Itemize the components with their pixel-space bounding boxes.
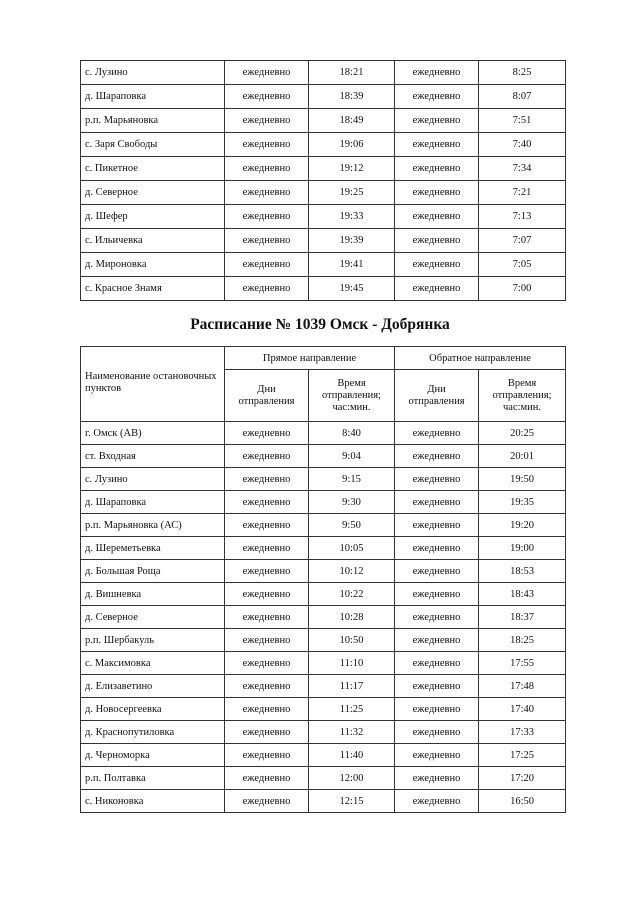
days-backward-cell: ежедневно bbox=[395, 491, 479, 514]
days-forward-cell: ежедневно bbox=[225, 205, 309, 229]
table-row bbox=[81, 514, 566, 537]
days-backward-cell: ежедневно bbox=[395, 205, 479, 229]
table-row bbox=[81, 422, 566, 445]
days-forward-cell: ежедневно bbox=[225, 157, 309, 181]
days-forward-cell: ежедневно bbox=[225, 445, 309, 468]
days-backward-cell: ежедневно bbox=[395, 767, 479, 790]
days-forward-cell: ежедневно bbox=[225, 790, 309, 813]
time-backward-cell: 7:05 bbox=[479, 253, 566, 277]
time-forward-cell: 19:25 bbox=[309, 181, 395, 205]
time-backward-cell: 19:50 bbox=[479, 468, 566, 491]
days-forward-cell: ежедневно bbox=[225, 181, 309, 205]
stop-name-cell: д. Шараповка bbox=[81, 491, 225, 514]
time-forward-cell: 11:32 bbox=[309, 721, 395, 744]
time-forward-cell: 18:21 bbox=[309, 61, 395, 85]
table-row bbox=[81, 606, 566, 629]
time-backward-cell: 18:25 bbox=[479, 629, 566, 652]
table-row bbox=[81, 675, 566, 698]
table-row bbox=[81, 277, 566, 301]
stop-name-cell: д. Северное bbox=[81, 181, 225, 205]
days-backward-cell: ежедневно bbox=[395, 514, 479, 537]
days-forward-cell: ежедневно bbox=[225, 629, 309, 652]
days-forward-cell: ежедневно bbox=[225, 491, 309, 514]
days-forward-cell: ежедневно bbox=[225, 61, 309, 85]
time-forward-cell: 10:50 bbox=[309, 629, 395, 652]
time-forward-cell: 9:15 bbox=[309, 468, 395, 491]
table-row bbox=[81, 491, 566, 514]
time-backward-cell: 17:33 bbox=[479, 721, 566, 744]
stop-name-cell: д. Елизаветино bbox=[81, 675, 225, 698]
top-schedule-table bbox=[80, 60, 566, 301]
stop-name-cell: с. Лузино bbox=[81, 61, 225, 85]
table-row bbox=[81, 767, 566, 790]
days-forward-cell: ежедневно bbox=[225, 744, 309, 767]
time-backward-cell: 18:37 bbox=[479, 606, 566, 629]
days-forward-cell: ежедневно bbox=[225, 422, 309, 445]
time-backward-cell: 7:21 bbox=[479, 181, 566, 205]
table-row bbox=[81, 698, 566, 721]
stop-name-cell: д. Краснопутиловка bbox=[81, 721, 225, 744]
stop-name-cell: р.п. Марьяновка bbox=[81, 109, 225, 133]
time-forward-cell: 19:33 bbox=[309, 205, 395, 229]
stop-name-cell: с. Красное Знамя bbox=[81, 277, 225, 301]
time-forward-cell: 11:17 bbox=[309, 675, 395, 698]
days-backward-cell: ежедневно bbox=[395, 468, 479, 491]
stop-name-cell: ст. Входная bbox=[81, 445, 225, 468]
stop-name-cell: д. Шереметьевка bbox=[81, 537, 225, 560]
table-row bbox=[81, 229, 566, 253]
days-forward-cell: ежедневно bbox=[225, 133, 309, 157]
stop-name-cell: р.п. Шербакуль bbox=[81, 629, 225, 652]
time-backward-cell: 18:53 bbox=[479, 560, 566, 583]
days-backward-cell: ежедневно bbox=[395, 253, 479, 277]
days-backward-header: Дни отправления bbox=[395, 370, 479, 422]
table-row bbox=[81, 721, 566, 744]
days-backward-cell: ежедневно bbox=[395, 445, 479, 468]
time-forward-cell: 19:45 bbox=[309, 277, 395, 301]
stop-name-cell: с. Ильичевка bbox=[81, 229, 225, 253]
days-backward-cell: ежедневно bbox=[395, 85, 479, 109]
time-forward-cell: 10:22 bbox=[309, 583, 395, 606]
stop-name-cell: р.п. Марьяновка (АС) bbox=[81, 514, 225, 537]
table-row bbox=[81, 629, 566, 652]
time-backward-cell: 8:25 bbox=[479, 61, 566, 85]
days-backward-cell: ежедневно bbox=[395, 61, 479, 85]
time-backward-cell: 7:51 bbox=[479, 109, 566, 133]
days-backward-cell: ежедневно bbox=[395, 721, 479, 744]
stop-name-cell: с. Лузино bbox=[81, 468, 225, 491]
time-backward-cell: 17:40 bbox=[479, 698, 566, 721]
table-row bbox=[81, 109, 566, 133]
time-backward-cell: 19:20 bbox=[479, 514, 566, 537]
table-row bbox=[81, 537, 566, 560]
days-forward-cell: ежедневно bbox=[225, 229, 309, 253]
stop-name-cell: г. Омск (АВ) bbox=[81, 422, 225, 445]
table-row bbox=[81, 790, 566, 813]
days-backward-cell: ежедневно bbox=[395, 537, 479, 560]
stop-name-header: Наименование остановочных пунктов bbox=[81, 347, 225, 422]
table-row bbox=[81, 157, 566, 181]
days-backward-cell: ежедневно bbox=[395, 583, 479, 606]
table-row bbox=[81, 253, 566, 277]
time-backward-cell: 18:43 bbox=[479, 583, 566, 606]
days-forward-cell: ежедневно bbox=[225, 606, 309, 629]
time-backward-cell: 7:07 bbox=[479, 229, 566, 253]
table-row bbox=[81, 61, 566, 85]
days-backward-cell: ежедневно bbox=[395, 133, 479, 157]
days-forward-cell: ежедневно bbox=[225, 277, 309, 301]
days-forward-cell: ежедневно bbox=[225, 514, 309, 537]
stop-name-cell: д. Шараповка bbox=[81, 85, 225, 109]
time-forward-cell: 12:15 bbox=[309, 790, 395, 813]
stop-name-cell: д. Вишневка bbox=[81, 583, 225, 606]
schedule-title: Расписание № 1039 Омск - Добрянка bbox=[190, 316, 450, 333]
table-row bbox=[81, 560, 566, 583]
table-row bbox=[81, 133, 566, 157]
table-row bbox=[81, 181, 566, 205]
time-backward-header: Время отправления; час:мин. bbox=[479, 370, 566, 422]
days-forward-cell: ежедневно bbox=[225, 767, 309, 790]
time-backward-cell: 8:07 bbox=[479, 85, 566, 109]
days-backward-cell: ежедневно bbox=[395, 675, 479, 698]
days-backward-cell: ежедневно bbox=[395, 652, 479, 675]
time-backward-cell: 7:13 bbox=[479, 205, 566, 229]
time-forward-cell: 8:40 bbox=[309, 422, 395, 445]
days-forward-cell: ежедневно bbox=[225, 468, 309, 491]
table-row bbox=[81, 205, 566, 229]
table-row bbox=[81, 583, 566, 606]
time-forward-cell: 9:30 bbox=[309, 491, 395, 514]
days-forward-cell: ежедневно bbox=[225, 652, 309, 675]
time-backward-cell: 7:40 bbox=[479, 133, 566, 157]
days-backward-cell: ежедневно bbox=[395, 698, 479, 721]
time-forward-cell: 19:41 bbox=[309, 253, 395, 277]
days-forward-header: Дни отправления bbox=[225, 370, 309, 422]
time-forward-cell: 19:06 bbox=[309, 133, 395, 157]
time-backward-cell: 20:25 bbox=[479, 422, 566, 445]
time-forward-cell: 10:28 bbox=[309, 606, 395, 629]
days-forward-cell: ежедневно bbox=[225, 721, 309, 744]
table-row bbox=[81, 652, 566, 675]
stop-name-cell: с. Заря Свободы bbox=[81, 133, 225, 157]
days-backward-cell: ежедневно bbox=[395, 422, 479, 445]
time-forward-cell: 19:39 bbox=[309, 229, 395, 253]
days-forward-cell: ежедневно bbox=[225, 537, 309, 560]
days-forward-cell: ежедневно bbox=[225, 675, 309, 698]
stop-name-cell: д. Мироновка bbox=[81, 253, 225, 277]
time-backward-cell: 17:20 bbox=[479, 767, 566, 790]
time-backward-cell: 19:00 bbox=[479, 537, 566, 560]
time-forward-cell: 10:05 bbox=[309, 537, 395, 560]
days-backward-cell: ежедневно bbox=[395, 277, 479, 301]
time-forward-cell: 18:49 bbox=[309, 109, 395, 133]
time-forward-cell: 9:04 bbox=[309, 445, 395, 468]
table-row bbox=[81, 445, 566, 468]
table-row bbox=[81, 744, 566, 767]
stop-name-cell: р.п. Полтавка bbox=[81, 767, 225, 790]
days-forward-cell: ежедневно bbox=[225, 253, 309, 277]
forward-direction-header: Прямое направление bbox=[225, 347, 395, 370]
days-backward-cell: ежедневно bbox=[395, 744, 479, 767]
backward-direction-header: Обратное направление bbox=[395, 347, 566, 370]
days-backward-cell: ежедневно bbox=[395, 229, 479, 253]
days-backward-cell: ежедневно bbox=[395, 606, 479, 629]
days-forward-cell: ежедневно bbox=[225, 583, 309, 606]
time-forward-cell: 11:40 bbox=[309, 744, 395, 767]
time-backward-cell: 7:00 bbox=[479, 277, 566, 301]
days-backward-cell: ежедневно bbox=[395, 629, 479, 652]
table-row bbox=[81, 468, 566, 491]
time-backward-cell: 20:01 bbox=[479, 445, 566, 468]
stop-name-cell: с. Никоновка bbox=[81, 790, 225, 813]
time-forward-cell: 11:10 bbox=[309, 652, 395, 675]
time-backward-cell: 19:35 bbox=[479, 491, 566, 514]
days-backward-cell: ежедневно bbox=[395, 109, 479, 133]
time-backward-cell: 16:50 bbox=[479, 790, 566, 813]
time-forward-cell: 18:39 bbox=[309, 85, 395, 109]
stop-name-cell: д. Черноморка bbox=[81, 744, 225, 767]
time-backward-cell: 17:48 bbox=[479, 675, 566, 698]
time-forward-cell: 19:12 bbox=[309, 157, 395, 181]
stop-name-cell: д. Новосергеевка bbox=[81, 698, 225, 721]
time-forward-header: Время отправления; час:мин. bbox=[309, 370, 395, 422]
time-forward-cell: 9:50 bbox=[309, 514, 395, 537]
stop-name-cell: д. Большая Роща bbox=[81, 560, 225, 583]
time-forward-cell: 10:12 bbox=[309, 560, 395, 583]
time-backward-cell: 17:55 bbox=[479, 652, 566, 675]
stop-name-cell: д. Шефер bbox=[81, 205, 225, 229]
days-backward-cell: ежедневно bbox=[395, 790, 479, 813]
stop-name-cell: с. Пикетное bbox=[81, 157, 225, 181]
stop-name-cell: д. Северное bbox=[81, 606, 225, 629]
days-backward-cell: ежедневно bbox=[395, 157, 479, 181]
days-forward-cell: ежедневно bbox=[225, 560, 309, 583]
days-backward-cell: ежедневно bbox=[395, 181, 479, 205]
stop-name-cell: с. Максимовка bbox=[81, 652, 225, 675]
days-backward-cell: ежедневно bbox=[395, 560, 479, 583]
main-schedule-table bbox=[80, 346, 566, 813]
time-forward-cell: 12:00 bbox=[309, 767, 395, 790]
time-forward-cell: 11:25 bbox=[309, 698, 395, 721]
days-forward-cell: ежедневно bbox=[225, 85, 309, 109]
days-forward-cell: ежедневно bbox=[225, 109, 309, 133]
time-backward-cell: 7:34 bbox=[479, 157, 566, 181]
table-row bbox=[81, 85, 566, 109]
days-forward-cell: ежедневно bbox=[225, 698, 309, 721]
time-backward-cell: 17:25 bbox=[479, 744, 566, 767]
